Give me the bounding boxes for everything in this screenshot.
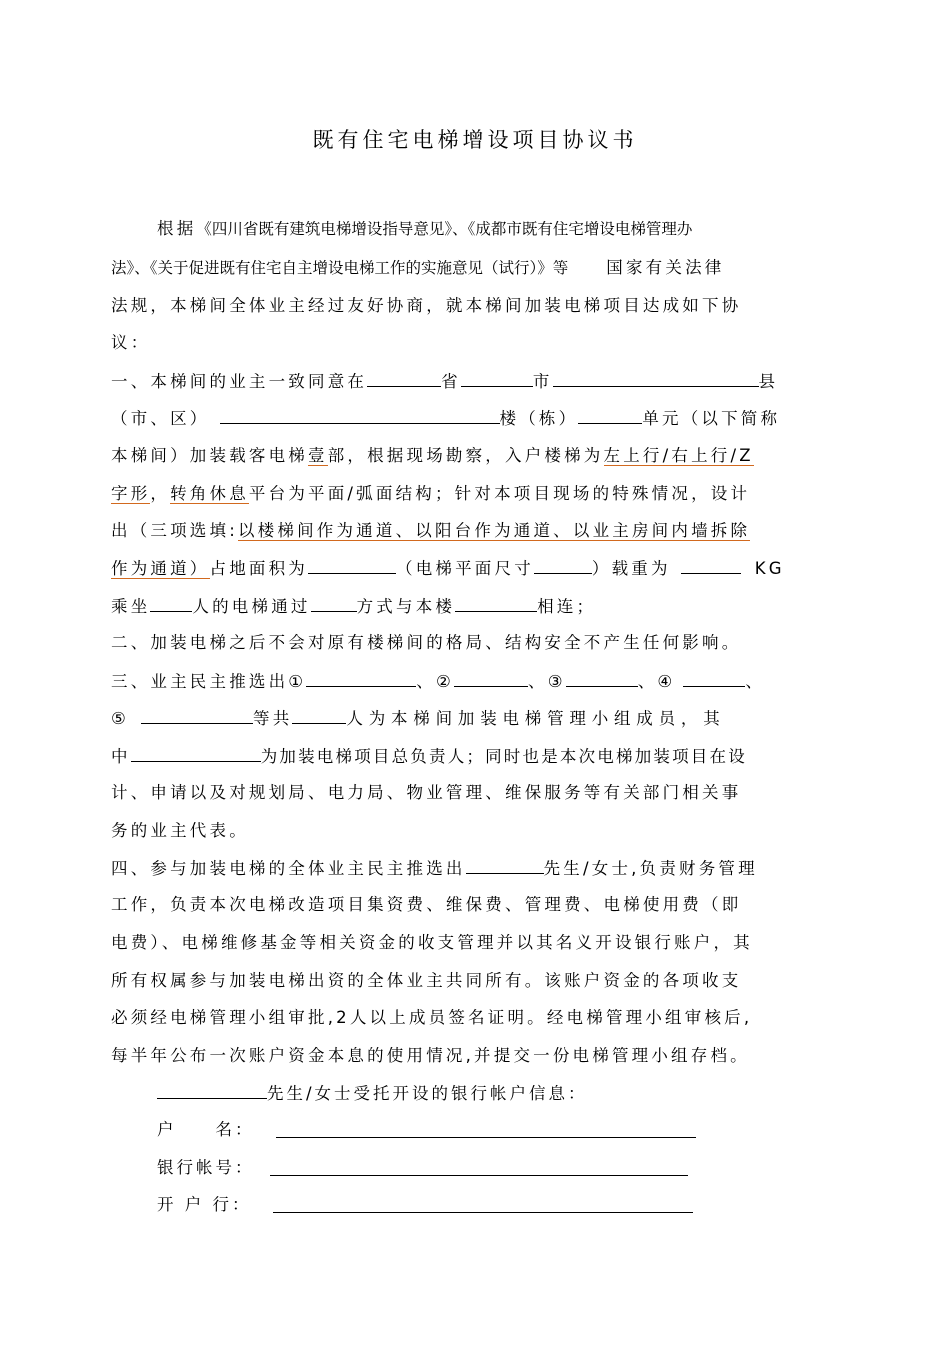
intro-line-3: 法规，本梯间全体业主经过友好协商，就本梯间加装电梯项目达成如下协: [111, 296, 742, 315]
account-number-label: 银行帐号：: [157, 1158, 255, 1177]
s3-line-2: [111, 706, 841, 731]
size-blank[interactable]: [534, 556, 592, 574]
intro-line-2: [111, 256, 841, 280]
landing-option: 转角休息: [170, 484, 249, 503]
s4-line-3: 电费）、电梯维修基金等相关资金的收支管理并以其名义开设银行账户，其: [111, 933, 753, 952]
s1-line-7: [111, 594, 841, 619]
s3-text: 人为本梯间加装电梯管理小组成员，其: [346, 709, 726, 728]
member-5-blank[interactable]: [141, 706, 253, 724]
s1-text: 占地面积为: [209, 559, 308, 578]
s3-line-1: [111, 669, 841, 694]
s1-text: 楼（栋）: [499, 409, 579, 428]
s1-line-1: [111, 369, 841, 394]
bank-intro: [157, 1081, 588, 1106]
s3-line-5: 务的业主代表。: [111, 821, 249, 840]
intro-text: 国家有关法律: [606, 258, 725, 277]
account-name-field[interactable]: [276, 1137, 696, 1138]
bank-branch-field[interactable]: [273, 1212, 693, 1213]
city-blank[interactable]: [461, 369, 533, 387]
intro-text: 《四川省既有建筑电梯增设指导意见》、《成都市既有住宅增设电梯管理办: [196, 220, 693, 238]
s1-text: 本梯间）加装载客电梯: [111, 446, 308, 465]
s1-line-2: [111, 406, 841, 431]
stair-direction-options: 左上行/右上行/Z: [603, 446, 754, 465]
s1-text: 平台为平面/弧面结构；针对本项目现场的特殊情况，设计: [248, 484, 751, 503]
s2-line: 二、加装电梯之后不会对原有楼梯间的格局、结构安全不产生任何影响。: [111, 633, 742, 652]
s3-text: 、: [745, 672, 766, 691]
bank-branch-label: 开 户 行：: [157, 1195, 252, 1214]
building-blank[interactable]: [578, 406, 642, 424]
connect-blank[interactable]: [455, 594, 537, 612]
finance-person-blank[interactable]: [466, 856, 544, 874]
passage-options: 以楼梯间作为通道、以阳台作为通道、以业主房间内墙拆除: [237, 521, 751, 540]
s3-text: 、③: [528, 672, 566, 691]
stair-shape-option: 字形: [111, 484, 151, 503]
s1-text: 部，根据现场勘察，入户楼梯为: [327, 446, 604, 465]
account-name-label: 户 名：: [157, 1120, 255, 1139]
s4-line-4: 所有权属参与加装电梯出资的全体业主共同所有。该账户资金的各项收支: [111, 971, 742, 990]
s3-line-3: [111, 744, 841, 769]
s1-text: 乘坐: [111, 597, 151, 616]
s1-text: 县: [758, 372, 779, 391]
s1-line-4: [111, 482, 841, 506]
member-3-blank[interactable]: [566, 669, 638, 687]
s1-line-3: [111, 444, 841, 468]
s4-line-6: 每半年公布一次账户资金本息的使用情况,并提交一份电梯管理小组存档。: [111, 1046, 750, 1065]
page-title: 既有住宅电梯增设项目协议书: [312, 128, 638, 152]
s1-text: 出（三项选填:: [111, 521, 238, 540]
intro-text: 根据: [157, 219, 197, 238]
s4-line-1: [111, 856, 841, 881]
s4-line-5: 必须经电梯管理小组审批,2人以上成员签名证明。经电梯管理小组审核后,: [111, 1008, 753, 1027]
project-leader-blank[interactable]: [131, 744, 261, 762]
intro-line-1: [157, 217, 887, 241]
s1-text: 市: [532, 372, 553, 391]
s1-text: ）载重为: [591, 559, 671, 578]
area-blank[interactable]: [308, 556, 396, 574]
s1-text: 省: [441, 372, 461, 391]
s3-text: 、②: [416, 672, 454, 691]
s1-text: ，: [150, 484, 171, 503]
s1-line-6: [111, 556, 841, 581]
s3-text: 为加装电梯项目总负责人；同时也是本次电梯加装项目在设: [260, 747, 747, 766]
s1-text: 相连；: [537, 597, 597, 616]
district-blank[interactable]: [220, 406, 500, 424]
s1-text: 一、本梯间的业主一致同意在: [111, 372, 368, 391]
account-number-field[interactable]: [270, 1175, 688, 1176]
s4-text: 先生/女士,负责财务管理: [543, 859, 758, 878]
s3-text: 中: [111, 747, 131, 766]
s3-text: 、④: [637, 672, 676, 691]
passage-options-end: 作为通道）: [111, 559, 210, 578]
s4-line-2: 工作，负责本次电梯改造项目集资费、维保费、管理费、电梯使用费（即: [111, 895, 742, 914]
member-1-blank[interactable]: [306, 669, 416, 687]
s3-line-4: 计、申请以及对规划局、电力局、物业管理、维保服务等有关部门相关事: [111, 783, 742, 802]
s1-text: （电梯平面尺寸: [396, 559, 534, 578]
bank-intro-text: 先生/女士受托开设的银行帐户信息：: [267, 1084, 588, 1103]
method-blank[interactable]: [311, 594, 357, 612]
s1-line-5: [111, 519, 841, 543]
s3-text: ⑤: [111, 709, 129, 728]
s1-text: 方式与本楼: [356, 597, 456, 616]
s4-text: 四、参与加装电梯的全体业主民主推选出: [111, 859, 466, 878]
s1-text: （市、区）: [111, 409, 210, 428]
elevator-count: 壹: [308, 446, 328, 465]
member-2-blank[interactable]: [454, 669, 528, 687]
member-4-blank[interactable]: [683, 669, 745, 687]
county-blank[interactable]: [553, 369, 759, 387]
account-holder-blank[interactable]: [157, 1081, 267, 1099]
s3-text: 三、业主民主推选出①: [111, 672, 307, 691]
intro-text: 法》、《关于促进既有住宅自主增设电梯工作的实施意见（试行）》等: [111, 259, 569, 277]
s1-text: 单元（以下简称: [642, 409, 781, 428]
s1-text: KG: [754, 559, 785, 578]
s3-text: 等共: [253, 709, 293, 728]
load-blank[interactable]: [681, 556, 741, 574]
s1-text: 人的电梯通过: [192, 597, 311, 616]
intro-line-4: 议：: [111, 333, 151, 352]
persons-blank[interactable]: [150, 594, 192, 612]
member-count-blank[interactable]: [292, 706, 346, 724]
province-blank[interactable]: [367, 369, 441, 387]
